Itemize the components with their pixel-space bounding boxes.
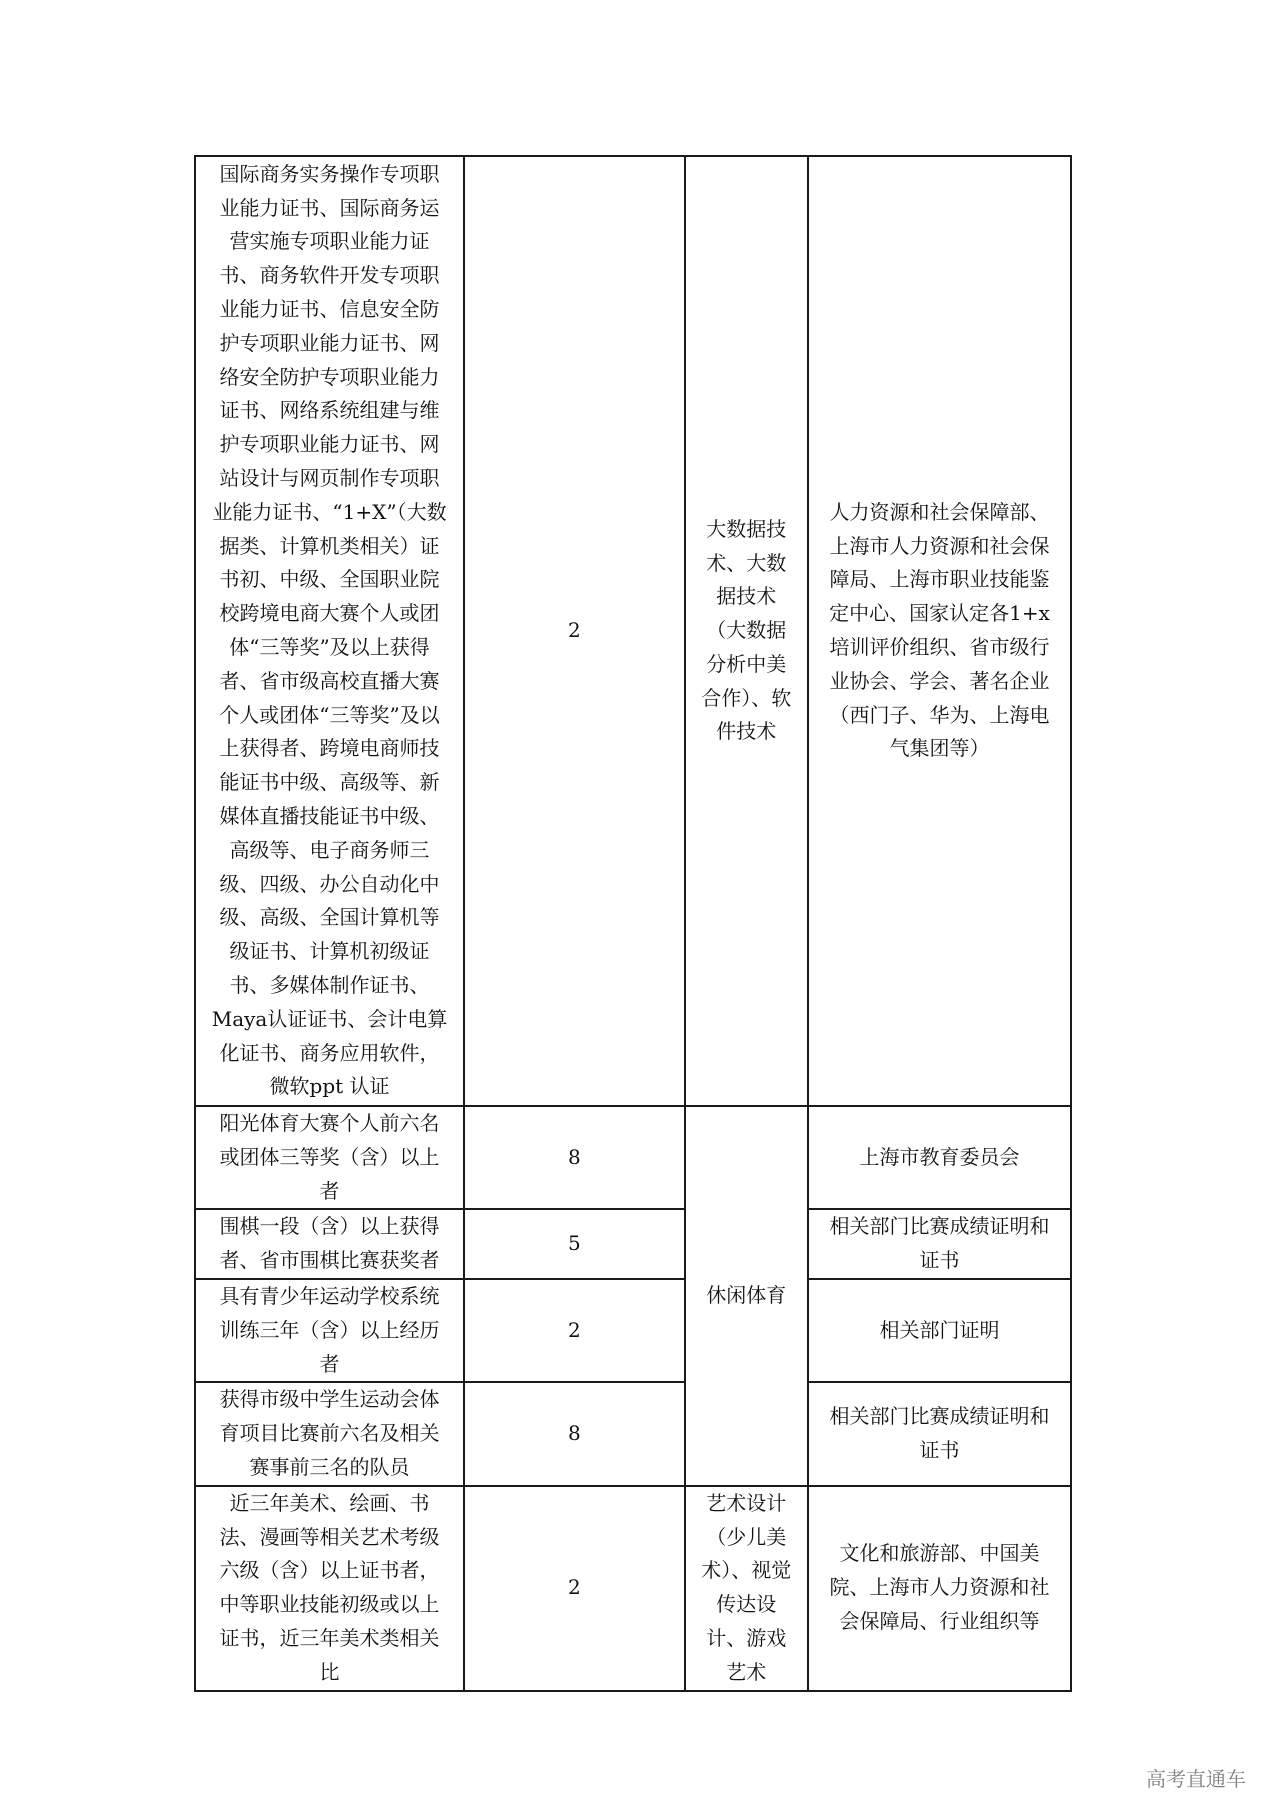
quota-cell: 2 <box>464 156 685 1106</box>
requirement-cell: 国际商务实务操作专项职业能力证书、国际商务运营实施专项职业能力证书、商务软件开发专项职业能力证书、信息安全防护专项职业能力证书、网络安全防护专项职业能力证书、网络系统组建与维护专项职业能力证书、网站设计与网页制作专项职业能力证书、“1+X”（大数据类、计算机类相关）证书初、中级、全国职业院校跨境电商大赛个人或团体“三等奖”及以上获得者、省市级高校直播大赛个人或团体“三等奖”及以上获得者、跨境电商师技能证书中级、高级等、新媒体直播技能证书中级、高级等、电子商务师三级、四级、办公自动化中级、高级、全国计算机等级证书、计算机初级证书、多媒体制作证书、Maya认证证书、会计电算化证书、商务应用软件，微软ppt 认证 <box>195 156 464 1106</box>
issuer-cell: 相关部门比赛成绩证明和证书 <box>808 1382 1071 1485</box>
requirement-cell: 具有青少年运动学校系统训练三年（含）以上经历者 <box>195 1279 464 1382</box>
table-row <box>195 1486 1071 1691</box>
table-row <box>195 1382 1071 1485</box>
issuer-cell: 上海市教育委员会 <box>808 1106 1071 1209</box>
quota-cell: 2 <box>464 1486 685 1691</box>
quota-cell: 5 <box>464 1209 685 1279</box>
quota-cell: 8 <box>464 1106 685 1209</box>
major-cell: 艺术设计（少儿美术）、视觉传达设计、游戏艺术 <box>685 1486 808 1691</box>
issuer-cell: 相关部门比赛成绩证明和证书 <box>808 1209 1071 1279</box>
requirement-cell: 围棋一段（含）以上获得者、省市围棋比赛获奖者 <box>195 1209 464 1279</box>
admission-requirements-table <box>194 155 1072 1692</box>
watermark-label: 高考直通车 <box>1146 1767 1246 1791</box>
table-row <box>195 156 1071 1106</box>
issuer-cell: 文化和旅游部、中国美院、上海市人力资源和社会保障局、行业组织等 <box>808 1486 1071 1691</box>
issuer-cell: 人力资源和社会保障部、上海市人力资源和社会保障局、上海市职业技能鉴定中心、国家认定各1+x 培训评价组织、省市级行业协会、学会、著名企业（西门子、华为、上海电气集团等） <box>808 156 1071 1106</box>
issuer-cell: 相关部门证明 <box>808 1279 1071 1382</box>
requirement-cell: 阳光体育大赛个人前六名或团体三等奖（含）以上者 <box>195 1106 464 1209</box>
table-row <box>195 1106 1071 1209</box>
major-cell: 大数据技术、大数据技术（大数据分析中美合作）、软件技术 <box>685 156 808 1106</box>
table-row <box>195 1209 1071 1279</box>
requirement-cell: 近三年美术、绘画、书法、漫画等相关艺术考级六级（含）以上证书者，中等职业技能初级或以上证书，近三年美术类相关比 <box>195 1486 464 1691</box>
requirement-cell: 获得市级中学生运动会体育项目比赛前六名及相关赛事前三名的队员 <box>195 1382 464 1485</box>
major-cell: 休闲体育 <box>685 1106 808 1486</box>
quota-cell: 2 <box>464 1279 685 1382</box>
quota-cell: 8 <box>464 1382 685 1485</box>
table-row <box>195 1279 1071 1382</box>
